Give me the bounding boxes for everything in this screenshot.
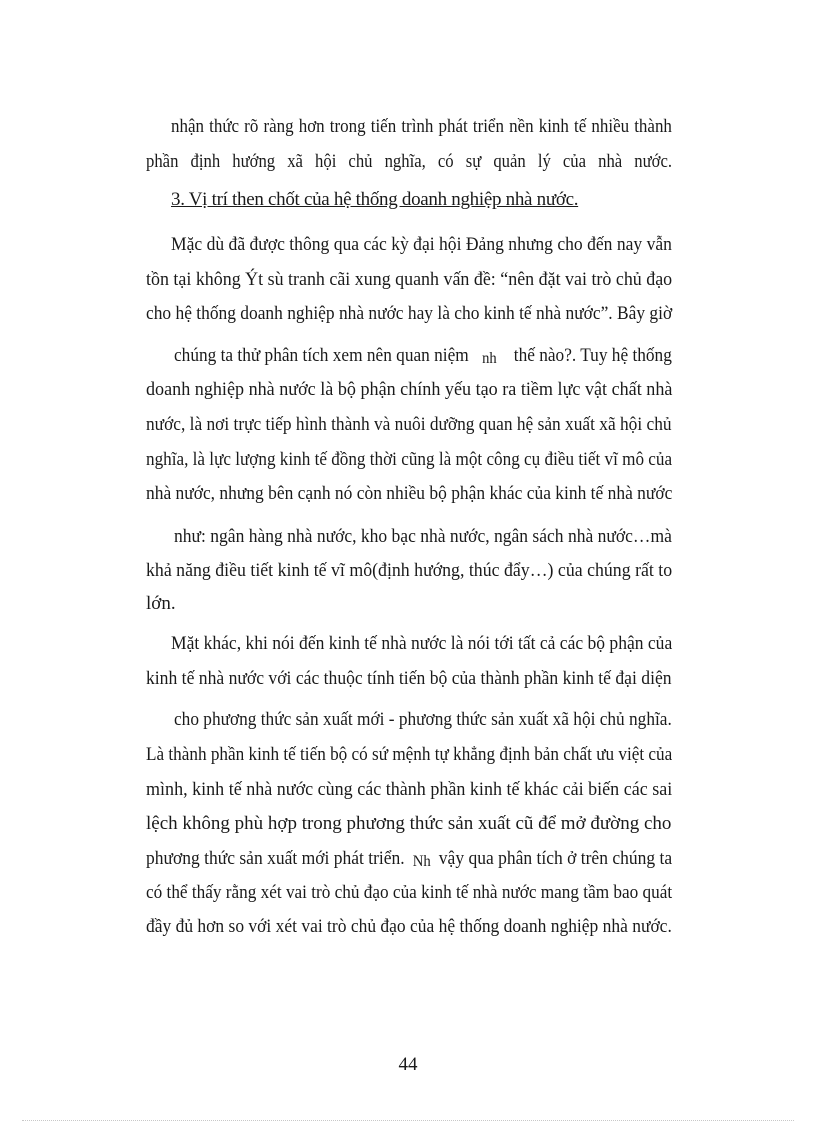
page-edge-divider <box>22 1120 794 1121</box>
text-segment: phương thức sản xuất mới phát triển. <box>146 848 405 869</box>
body-text-line: lệch không phù hợp trong phương thức sản xuất cũ để mở đường cho <box>146 813 672 834</box>
body-text-line: tồn tại không Ýt sù tranh cãi xung quanh vấn đề: “nên đặt vai trò chủ đạo <box>146 269 673 290</box>
body-text-line <box>174 344 672 371</box>
body-text-line: Mặc dù đã được thông qua các kỳ đại hội Đảng nhưng cho đến nay vẫn <box>171 234 672 255</box>
body-text-line: Mặt khác, khi nói đến kinh tế nhà nước là nói tới tất cả các bộ phận của <box>171 633 673 654</box>
small-text-fragment: nh <box>482 350 497 367</box>
body-text-line: nhà nước, nhưng bên cạnh nó còn nhiều bộ phận khác của kinh tế nhà nước <box>146 483 673 504</box>
body-text-line: cho phương thức sản xuất mới - phương thức sản xuất xã hội chủ nghĩa. <box>174 709 672 730</box>
body-text-line: lớn. <box>146 593 176 614</box>
page-number: 44 <box>398 1054 418 1075</box>
body-text-line: kinh tế nhà nước với các thuộc tính tiến bộ của thành phần kinh tế đại diện <box>146 668 672 689</box>
small-text-fragment: Nh <box>412 853 431 870</box>
body-text-line: phần định hướng xã hội chủ nghĩa, có sự quản lý của nhà nước. <box>146 151 673 172</box>
body-text-line: Là thành phần kinh tế tiến bộ có sứ mệnh tự khẳng định bản chất ưu việt của <box>146 744 673 765</box>
section-heading: 3. Vị trí then chốt của hệ thống doanh nghiệp nhà nước. <box>171 189 579 210</box>
body-text-line: có thể thấy rằng xét vai trò chủ đạo của kinh tế nhà nước mang tầm bao quát <box>146 882 673 903</box>
body-text-line: nước, là nơi trực tiếp hình thành và nuôi dưỡng quan hệ sản xuất xã hội chủ <box>146 414 672 435</box>
body-text-line: đầy đủ hơn so với xét vai trò chủ đạo của hệ thống doanh nghiệp nhà nước. <box>146 916 672 937</box>
body-text-line: khả năng điều tiết kinh tế vĩ mô(định hướng, thúc đẩy…) của chúng rất to <box>146 560 673 581</box>
text-segment: thế nào?. Tuy hệ thống <box>513 345 672 366</box>
body-text-line: doanh nghiệp nhà nước là bộ phận chính yếu tạo ra tiềm lực vật chất nhà <box>146 379 673 400</box>
body-text-line: như: ngân hàng nhà nước, kho bạc nhà nước, ngân sách nhà nước…mà <box>174 526 672 547</box>
body-text-line <box>146 847 672 874</box>
text-segment: chúng ta thử phân tích xem nên quan niệm <box>174 345 469 366</box>
body-text-line: mình, kinh tế nhà nước cùng các thành phần kinh tế khác cải biến các sai <box>146 779 673 800</box>
body-text-line: nhận thức rõ ràng hơn trong tiến trình phát triển nền kinh tế nhiều thành <box>171 116 672 137</box>
text-segment: vậy qua phân tích ở trên chúng ta <box>438 848 673 869</box>
body-text-line: cho hệ thống doanh nghiệp nhà nước hay là cho kinh tế nhà nước”. Bây giờ <box>146 303 673 324</box>
body-text-line: nghĩa, là lực lượng kinh tế đồng thời cũng là một công cụ điều tiết vĩ mô của <box>146 449 673 470</box>
